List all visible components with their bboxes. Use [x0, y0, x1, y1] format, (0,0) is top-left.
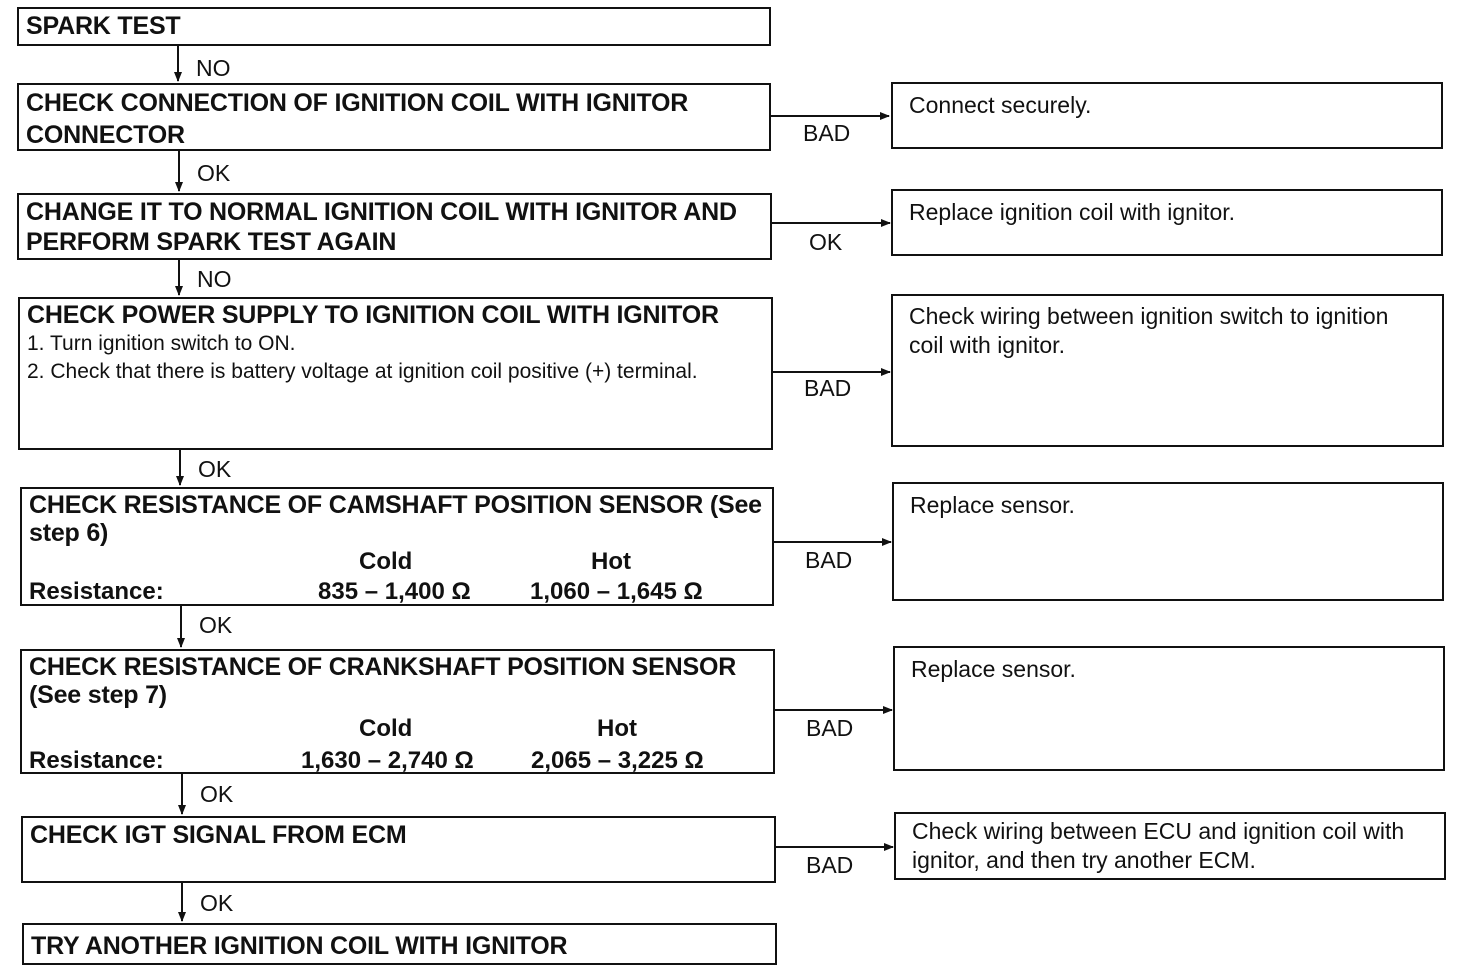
step-title: CHECK RESISTANCE OF CAMSHAFT POSITION SENSOR (See step 6) [29, 491, 762, 547]
label-no: NO [197, 266, 232, 292]
action-check-wiring-ecu: Check wiring between ECU and ignition coil with ignitor, and then try another ECM. [894, 812, 1446, 880]
column-hot: Hot [591, 548, 631, 575]
step-check-igt-signal [21, 816, 776, 883]
step-title: TRY ANOTHER IGNITION COIL WITH IGNITOR [31, 932, 568, 960]
column-hot: Hot [597, 715, 637, 742]
cold-value: 835 – 1,400 Ω [318, 578, 471, 605]
action-replace-coil: Replace ignition coil with ignitor. [891, 189, 1443, 256]
column-cold: Cold [359, 548, 413, 575]
label-ok: OK [198, 456, 232, 482]
action-check-wiring-switch: Check wiring between ignition switch to ignition coil with ignitor. [891, 294, 1444, 447]
label-ok: OK [197, 160, 231, 186]
column-cold: Cold [359, 715, 413, 742]
label-bad: BAD [804, 375, 852, 401]
cold-value: 1,630 – 2,740 Ω [301, 747, 474, 774]
hot-value: 2,065 – 3,225 Ω [531, 747, 704, 774]
step-title: CHECK RESISTANCE OF CRANKSHAFT POSITION SENSOR (See step 7) [29, 653, 737, 709]
resistance-table [29, 547, 766, 609]
step-title: CHANGE IT TO NORMAL IGNITION COIL WITH IGNITOR AND PERFORM SPARK TEST AGAIN [26, 198, 737, 256]
label-bad: BAD [803, 120, 851, 146]
step-change-coil [17, 193, 772, 260]
resistance-label: Resistance: [29, 578, 164, 605]
substep-1: 1. Turn ignition switch to ON. [27, 332, 296, 355]
step-try-another-coil [22, 923, 777, 965]
step-title: CHECK CONNECTION OF IGNITION COIL WITH IGNITOR CONNECTOR [26, 89, 689, 149]
step-check-power-supply [18, 297, 773, 450]
label-ok: OK [200, 781, 234, 807]
label-bad: BAD [806, 852, 854, 878]
substep-2: 2. Check that there is battery voltage at ignition coil positive (+) terminal. [27, 360, 698, 383]
action-replace-camshaft-sensor: Replace sensor. [892, 482, 1444, 601]
step-spark-test [17, 7, 771, 46]
action-connect-securely: Connect securely. [891, 82, 1443, 149]
label-ok: OK [200, 890, 234, 916]
label-no: NO [196, 55, 231, 81]
label-ok: OK [199, 612, 233, 638]
action-replace-crankshaft-sensor: Replace sensor. [893, 646, 1445, 771]
hot-value: 1,060 – 1,645 Ω [530, 578, 703, 605]
label-ok: OK [809, 229, 843, 255]
step-check-crankshaft-sensor [20, 649, 775, 774]
step-title: CHECK POWER SUPPLY TO IGNITION COIL WITH IGNITOR [27, 301, 719, 329]
step-check-connection [17, 83, 771, 151]
resistance-table [29, 709, 767, 774]
step-check-camshaft-sensor [20, 487, 774, 606]
step-title: CHECK IGT SIGNAL FROM ECM [30, 821, 407, 849]
label-bad: BAD [806, 715, 854, 741]
resistance-label: Resistance: [29, 747, 164, 774]
step-title: SPARK TEST [26, 12, 181, 40]
label-bad: BAD [805, 547, 853, 573]
